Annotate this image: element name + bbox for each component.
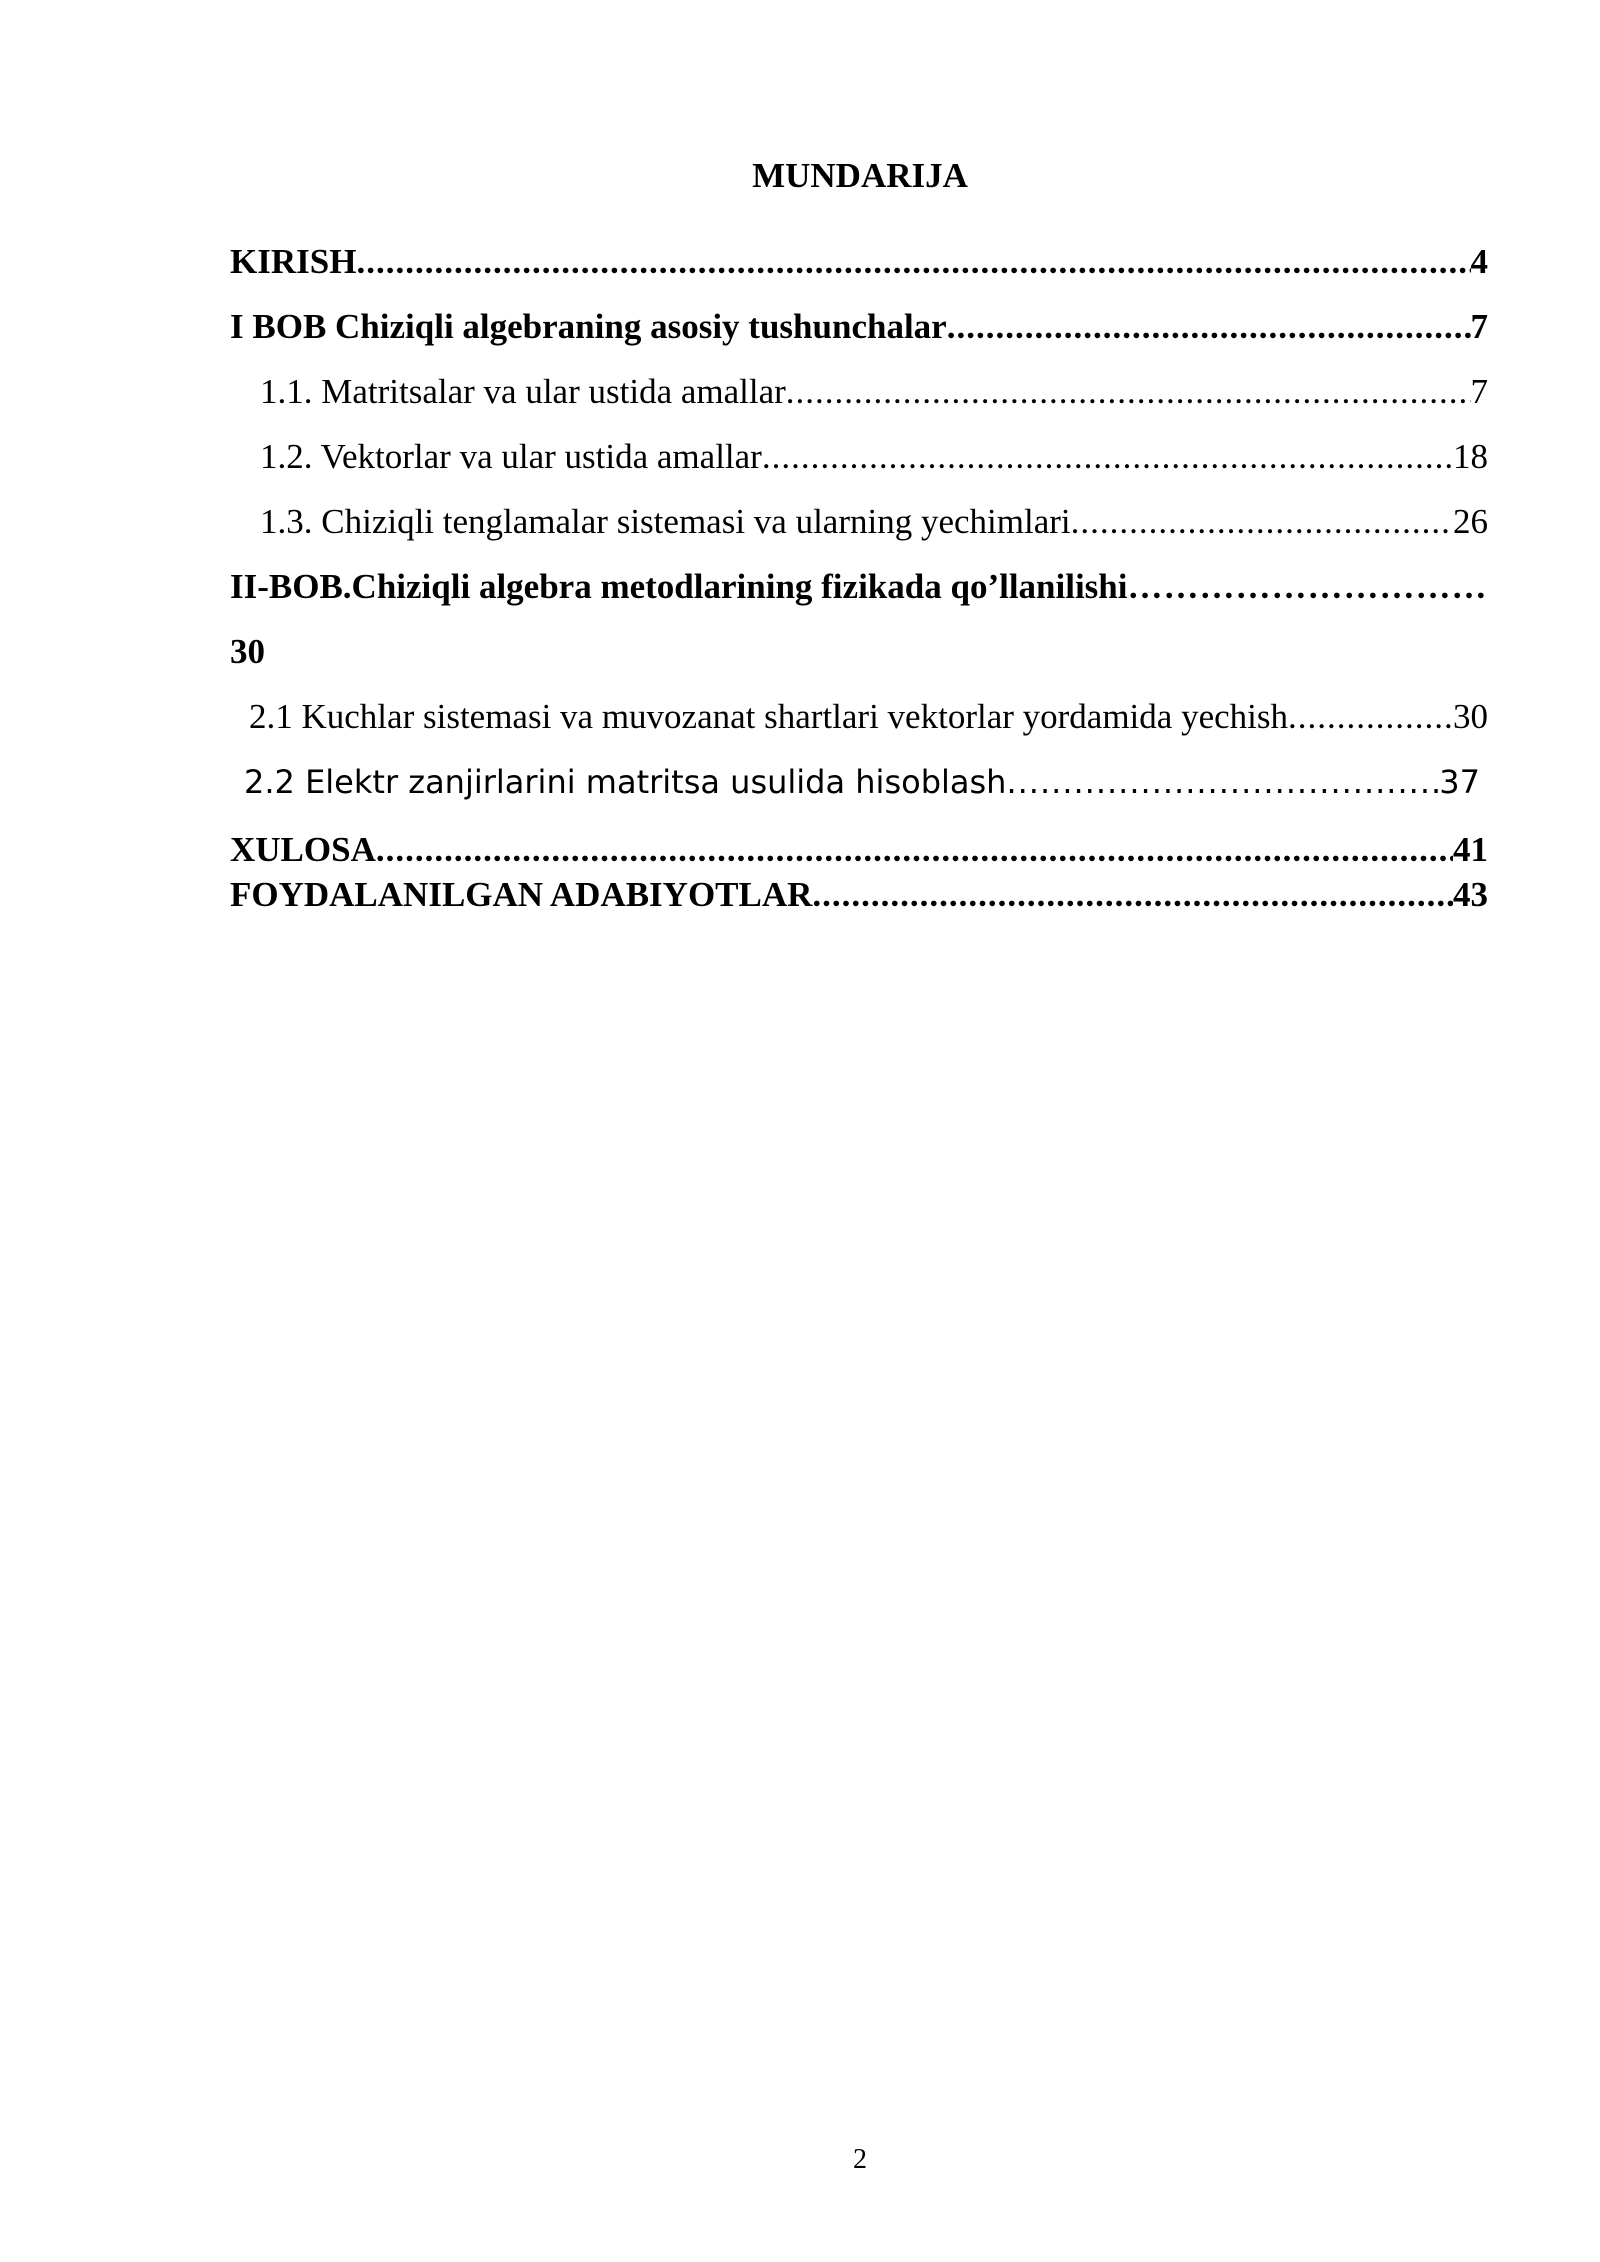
toc-entry-kirish[interactable] [230, 236, 1488, 288]
toc-leader-dots [1006, 756, 1439, 808]
toc-entry-section-1-2[interactable] [260, 431, 1488, 483]
toc-entry-page: 43 [1453, 875, 1488, 914]
toc-entry-label: 2.2 Elektr zanjirlarini matritsa usulida hisoblash [244, 763, 1007, 801]
toc-leader-dots [786, 366, 1471, 418]
toc-entry-page: 30 [1453, 697, 1488, 736]
toc-entry-section-1-3[interactable] [260, 496, 1488, 548]
toc-entry-label: KIRISH [230, 242, 357, 281]
toc-entry-label: 1.2. Vektorlar va ular ustida amallar [260, 437, 762, 476]
toc-leader-dots [356, 236, 1470, 288]
toc-leader-dots [762, 431, 1453, 483]
toc-entry-label: XULOSA [230, 830, 376, 869]
toc-entry-page: 7 [1470, 307, 1488, 346]
toc-entry-section-2-1[interactable] [249, 691, 1488, 743]
toc-entry-label: 1.1. Matritsalar va ular ustida amallar [260, 372, 786, 411]
toc-entry-references[interactable] [230, 869, 1488, 921]
toc-entry-label: FOYDALANILGAN ADABIYOTLAR [230, 875, 813, 914]
toc-leader-dots [1288, 691, 1453, 743]
toc-entry-page: 37 [1439, 763, 1480, 801]
toc-entry-page: 4 [1470, 242, 1488, 281]
toc-entry-page: 41 [1453, 830, 1488, 869]
toc-entry-label: 2.1 Kuchlar sistemasi va muvozanat shartlari vektorlar yordamida yechish [249, 697, 1288, 736]
toc-entry-page: 30 [230, 632, 265, 671]
page-number: 2 [853, 2144, 867, 2175]
page-title: MUNDARIJA [752, 156, 968, 195]
toc-leader-dots [947, 301, 1471, 353]
toc-entry-section-1-1[interactable] [260, 366, 1488, 418]
toc-leader-dots [1128, 561, 1489, 613]
toc-leader-dots [1071, 496, 1453, 548]
toc-entry-chapter-1[interactable] [230, 301, 1488, 353]
toc-entry-page: 26 [1453, 502, 1488, 541]
toc-entry-label: II-BOB.Chiziqli algebra metodlarining fizikada qo’llanilishi [230, 567, 1128, 606]
toc-entry-page: 18 [1453, 437, 1488, 476]
toc-leader-dots [812, 869, 1453, 921]
toc-entry-section-2-2[interactable] [244, 756, 1480, 808]
toc-entry-label: I BOB Chiziqli algebraning asosiy tushunchalar [230, 307, 947, 346]
toc-entry-page: 7 [1470, 372, 1488, 411]
toc-entry-label: 1.3. Chiziqli tenglamalar sistemasi va ularning yechimlari [260, 502, 1071, 541]
toc-entry-chapter-2[interactable] [230, 561, 1488, 613]
